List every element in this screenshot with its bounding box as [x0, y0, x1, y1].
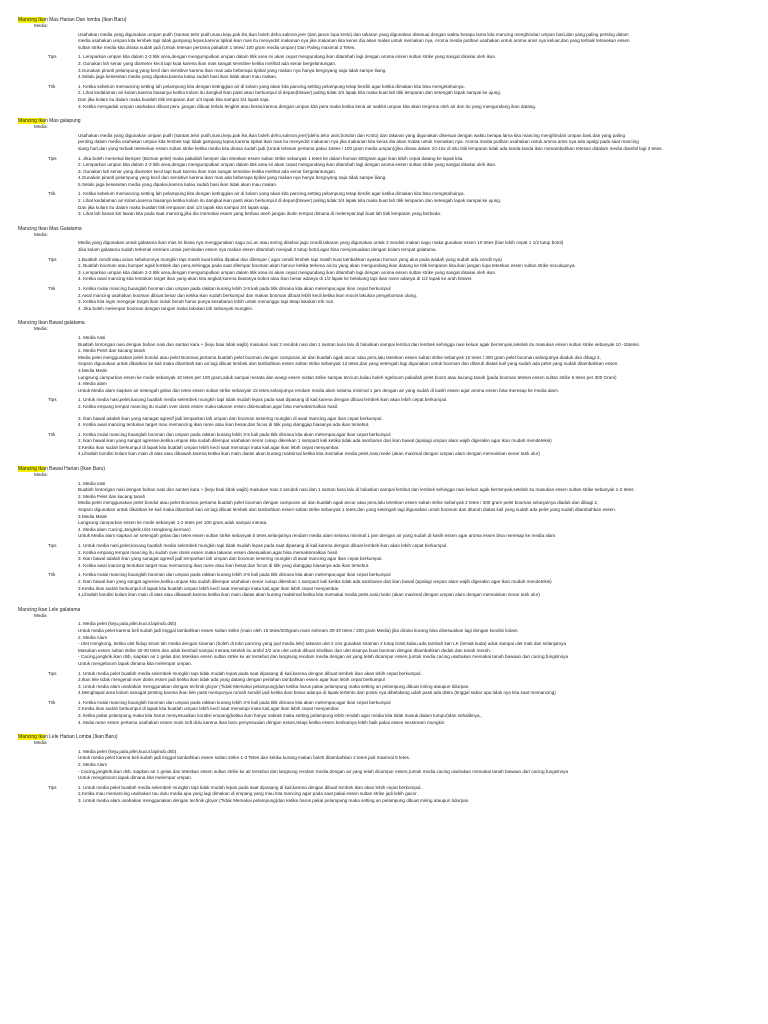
row-body — [78, 32, 754, 52]
text-line: 1. Untuk media pelet buatlah media selembek mungkin tapi tidak mudah lepas pada saat dipasang di kail,karena dengan dibuat lembek ikan akan lebih cepat berkumpul. — [78, 784, 422, 790]
media-label: Media — [34, 612, 47, 618]
text-line: 2.Ketika ikan sudah berkumpul di lapak kita buatlah umpan lebih kecil saat menutupi mata kail,agar ikan lebih cepat menyambar. — [78, 706, 340, 712]
row-trik — [18, 432, 754, 458]
row-label: Trik — [48, 191, 56, 197]
text-line: 3.Ketika ikan sudah berkumpul di lapak kita buatlah umpan lebih kecil saat menutupi mata kail,agar ikan lebih cepat menyambar. — [78, 444, 340, 450]
row-body — [78, 481, 754, 540]
row-tips — [18, 785, 754, 805]
text-line: 2. Lihat kedalaman air kolam,karena biasanya ketika kolam itu dangkal ikan pasti akan berkumpul di depan(blower) paling tidak 3/4 lapak kita maka buat lah titik lemparan dan setengah lapak sampai ke ujung. — [78, 198, 502, 204]
document-section — [18, 320, 754, 458]
text-line: 3. Untuk media alam usahakan menggunakan dengan technik gloyor (Tidak Memakai pelampung)dan ketika harus pakai pelampung maka setting an pelampung dibuat miring ataupun tidurpan. — [78, 798, 470, 803]
text-line: 2.Awal mancing usahakan booman dibuat besar dan ketika ikan sudah berkumpul dan makan booman dibuat lebih kecil,ketika ikan mocel lakukan pengeboman ulang. — [78, 292, 418, 298]
row-tips — [18, 257, 754, 283]
section-title-text: n Bawal Harian (Ikan Baru) — [44, 466, 105, 473]
row-tips — [18, 54, 754, 80]
text-line: 4. Ketika awal mancing tentukan target mau memancing ikan rame atau ikan besar,dan focus di titik yang dianggap biasanya ada ikan tersebut. — [78, 562, 370, 568]
text-line: 2,Ikan lele tidak mengenal over dosis essen jadi ketika ikan tidak ada yang datang dengan perlahan tambahkan essen agar ikan lebih cepat berkumpul — [78, 677, 385, 683]
row-label — [18, 481, 78, 540]
section-title-text: Mancing ikan Lele galatama — [18, 606, 81, 613]
row-body — [78, 785, 754, 805]
row-label: Trik — [48, 83, 56, 89]
text-line: 2,Ketika mau memancing usahakan tau dulu media apa yang lagi dimakan di empang yang mau kita mancing agar pada saat pakai essen sultan strike jadi lebih gacor . — [78, 791, 420, 797]
row-body — [78, 572, 754, 598]
text-line: 1.Buatlah cendil atau acian sebelumnya mungkin tapi masih kuat ketika dipakai dan dilempar ( agar cendil lembek tapi masih kuat tambahkan ayakan boman yang alus pada wadah yang sudah ada cendil nya) — [78, 256, 502, 262]
row-body — [78, 84, 754, 110]
text-line: 1. Lemparkan umpan kita dalam 2-3 titik area,dengan mengumpulkan umpan dalam titik area ini akan cepat mengundang ikan ditambah lagi dengan aroma essen sultan strike yang sangat disukai oleh ikan. — [78, 54, 497, 60]
text-line: - Cacing,jangkrik,ikan dsb, siapkan air 1 gelas dan teteskan essen sultan strike ke air tersebut dan langsung rendam media dengan air yang telah dicampur essen,(untuk media cacing usahakan memakai tanah bawaan dari cacing,fungsinnya — [78, 654, 569, 660]
row-label: Tips — [48, 54, 57, 60]
text-line: - Cacing,jangkrik,ikan dsb, siapkan air 1 gelas dan teteskan essen sultan strike ke air tersebut dan langsung rendam media dengan air yang telah dicampur essen,(untuk media cacing usahakan memakai tanah bawaan dari cacing,fungsinnya — [78, 768, 569, 774]
section-title-highlight: Mancing Ika — [18, 17, 45, 23]
section-title-text: n Lele Harian Lomba (Ikan Baru) — [44, 734, 118, 741]
text-line: 5.Selalu jaga kesesetan media yang dipakai,karena kalau sudah basi ikan tidak akan mau makan. — [78, 181, 278, 187]
row-body — [78, 156, 754, 189]
text-line: 1. Untuk media pelet buatlah media selembek mungkin tapi tidak mudah lepas pada saat dipasang di kail,karena dengan dibuat lembek ikan akan lebih cepat berkumpul. — [78, 670, 422, 676]
text-line: 2. Media Alam — [78, 634, 108, 640]
document-section — [18, 118, 754, 218]
text-line: Untuk media pelet karena beli sudah jadi tinggal tambahkan essen sultan strike 1-3 Tetes dan ketika kurang makan boleh ditambahkan 2 tetes jadi maximal 5 tetes. — [78, 755, 411, 761]
row-body — [78, 700, 754, 726]
text-line: Untuk Media alam siapkan air setengah gelas dan tetes essen sultan strike sebanyak 15 tetes,selanjutnya rendam media alam selama minimal 1 jam dengan air yang sudah di kasih essen agar aroma essen bisa meresap ke media alam. — [78, 387, 560, 393]
row-label — [18, 32, 78, 52]
text-line: 3. Ketika kita ingin mengejar target ikan induk beratt harus punya kesabaran lebih untuk menunggu tapi tetap lakukan trik no2. — [78, 299, 335, 305]
text-line: Langsung campurkan essen ke mede sebanyak 1-2 tetes per 100 gram,aduk sampai merata. — [78, 520, 268, 526]
section-title-highlight: Mancing Ika — [18, 118, 45, 125]
row-body — [78, 54, 754, 80]
section-title-text: n Mas Harian Dan lomba (Ikan Baru) — [44, 17, 127, 23]
row-label — [18, 240, 78, 253]
text-line: Jika kolam galatama sudah terkenal extream untuk pemisalan essen nya makan essen ditambah menjadi 2 tutup botol,agar bisa menyesuaikan dengan kolam tempat galatama. — [78, 247, 437, 253]
media-label: Media: — [34, 472, 48, 478]
row-body — [78, 397, 754, 428]
document-section — [18, 466, 754, 599]
row-label: Tips — [48, 155, 57, 161]
row-label: Tips — [48, 784, 57, 790]
text-line: Untuk media pelet karena beli sudah jadi tinggal tambahkan essen sultan strike (main oleh 15 tetes/200gram,main extream 30-40 tetes / 200 gram Media) jika dirasa kurang bisa disesuaikan lagi dengan kondisi kolam. — [78, 627, 519, 633]
row-description — [18, 240, 754, 253]
media-label: Media: — [34, 231, 48, 237]
media-label: Media — [34, 740, 47, 746]
text-line: Buatlah lontongan nasi dengan bahan nasi dan santan kara + (keju bsai tidak wajib) masukan nasi 2 sendok nasi dan 1 santan kara lalu di haluskan sampai lembut dan lembek sehingga nasi keluar agak berminyak,setelah itu masukan essen sultan strike sebanyak 10 -15tetes. — [78, 341, 640, 347]
section-title-highlight: Mancing Ika — [18, 466, 45, 473]
text-line: penting dalam media usahakan umpan kita lembek tapi tidak gampang lepas,karena tipikal ikan mas itu menyedot makanan nya jika makanan kita keras dia akan malas untuk memakan nya. Aroma media putihan usahakan untuk aroma amis nya ada apalgi pada saat mancing — [78, 139, 639, 145]
media-label: Media: — [34, 124, 48, 130]
text-line: 3. Untuk media alam usahakan menggunakan dengan technik gloyor (Tidak Memakai pelampung)dan ketika harus pakai pelampung maka setting an pelampung dibuat miring ataupun tidurpan. — [78, 683, 470, 689]
text-line: Dan jika kolam itu dalam maka buatlah titik lemparan dari 1/4 lapak kita sampai 3/4 lapak saja. — [78, 96, 270, 102]
text-line: 3. Lihat lah kanan kiri lawan kita pada saat mancing,jika dia memakai essen yang berbau aneh jangan ikutin tempat dimana di melempar,tapi buat lah titik lemparan yang berbeda. — [78, 211, 442, 217]
text-line: 2. Ikan bawal ikan yang sangat agresive,ketika umpan kita sudah dilempar usahakan senar cukup dikenkan 1 sampai3 kali ketika tidak ada sambaran dari ikan bawal (apalagi umpan alam wajib digerakin agar ikan mudah mendeteksi) — [78, 438, 552, 444]
text-line: 1. Media pelet (keju,pala,pilet,kucur,lapindo,dsb) — [78, 748, 177, 754]
row-body — [78, 432, 754, 458]
row-description — [18, 335, 754, 394]
text-line: siang hari,dan yang terbaik tetesekan essen sultan strike ketika media kita dirasa sudah jadi (Untuk tetesan pertama pakai 1tetes / 100 gram media umpan)(jika dirasa dalam 10-15x di situ titik lemparan tidak ada tanda-tanda ikan menambahkan tetesan didalam media diambil lagi 3 tetes. — [78, 145, 663, 151]
row-label: Trik — [48, 699, 56, 705]
section-title-text: n Mas galapung — [44, 118, 81, 125]
row-body — [78, 543, 754, 569]
row-trik — [18, 700, 754, 726]
text-line: 3. Ketika mengaduk umpan usahakan dibuat pera ,jangan dibuat terlalu lengket atau keras,karena dengan umpan kita pera maka ketika kena air sedikit umpan kita akan tergerus oleh air dan itu yang mengundang ikan datang. — [78, 103, 537, 109]
row-label — [18, 749, 78, 782]
text-line: Buatlah lontongan nasi dengan bahan nasi dan santan kara + (keju bsai tidak wajib) masukan nasi 2 sendok nasi dan 1 santan kara lalu di haluskan sampai lembut dan lembek sehingga nasi keluar agak berminyak,setelah itu masukan essen sultan strike sebanyak 1-2 tetes. — [78, 487, 635, 493]
text-line: Media pelet menggunakan pelet bondul atau pelet Booman,pertama buatlah pelet booman dengan campuran air dan buatlah agak ancur atau pera,lalu teteskan essen sultan strike sebanyak 10 tetes / 300 gram pelet booman,selanjutnya diaduk dan dibagi 2, — [78, 354, 601, 360]
text-line: 1. Untuk media nasi,pelet,kacang buatlah media selembek mungkin tapi tidak mudah lepas pada saat dipasang di kail,karena dengan dibuat lembek ikan akan lebih cepat berkumpul. — [78, 543, 448, 548]
row-label: Tips — [48, 256, 57, 262]
row-body — [78, 671, 754, 697]
text-line: 1. Ketika mulai mancing buanglah booman dan umpan pada rakitan kurang lebih 3-5 kali pada titik dimana kita akan melempar,agar ikan cepat berkumpul — [78, 572, 391, 578]
row-trik — [18, 286, 754, 312]
text-line: 2. Media Alam — [78, 762, 108, 768]
text-line: 1. Ketika mulai mancing buanglah booman dan umpan pada rakitan kurang lebih 3-5 kali pada titik dimana kita akan melempar,agar ikan cepat berkumpul — [78, 431, 391, 437]
row-tips — [18, 397, 754, 428]
section-title-highlight: Mancing Ika — [18, 734, 45, 741]
row-body — [78, 257, 754, 283]
text-line: media usahakan umpan kita lembek tapi tidak gampang lepas,karena tipikal ikan mas itu menyedot makanan nya jika makanan kita keras dia akan malas untuk memakan nya. Aroma media putihan usahakan untuk aroma amis nya keluar,dan yang terbaik tetesekan essen — [78, 38, 630, 44]
row-body — [78, 191, 754, 217]
text-line: 2. Ikan bawal ikan yang sangat agresive,ketika umpan kita sudah dilempar usahakan senar cukup dikenkan 1 sampai3 kali ketika tidak ada sambaran dari ikan bawal (apalagi umpan alam wajib digerakin agar ikan mudah mendeteksi) — [78, 578, 552, 584]
text-line: 4. Ketika awal mancing tentukan target mau memancing ikan rame atau ikan besar,dan focus di titik yang dianggap biasanya ada ikan tersebut. — [78, 422, 370, 428]
text-line: 3. Lemparkan umpan kita dalam 2-3 titik area,dengan mengumpulkan umpan dalam titik area ini akan cepat mengundang ikan ditambah lagi dengan aroma essen sultan strike yang sangat disukai oleh ikan. — [78, 269, 497, 275]
text-line: 4. Mulai rame essen pertama usahakan essen main soft dulu karena ikan baru penyesuaian dengan essen,tetapi ketika essen berikutnya lebih baik pakai essen sexstream mungkin — [78, 719, 445, 725]
text-line: 1. Ketika sebelum memancing setting lah pelampung kita dengan ketinggian air di kolam yang akan kita pancing,setting pelampung tetap berdiri agar ketika dimakan kita bisa mengetahuinya. — [78, 191, 465, 197]
row-tips — [18, 543, 754, 569]
text-line: 3.Media Mede — [78, 513, 108, 519]
text-line: 3. ketika pakai pelampung maka kita harus menyesuaikan kondisi empang(ketika ikan hanya nabrak maka setting pelampung lebih rendah agar media kita tidak masuk dalam lumpur)dan sebaliknya,, — [78, 713, 482, 719]
text-line: sultan strike media kita dirasa sudah jadi (Untuk tetesan pertama pakailah 1 tetes/ 100 gram media umpan) Dan Paling maximal 2 Tetes, — [78, 44, 356, 50]
text-line: 2. Media Pelet dan kacang tanah — [78, 348, 146, 354]
row-description — [18, 32, 754, 52]
row-label: Trik — [48, 431, 56, 437]
row-trik — [18, 84, 754, 110]
row-label: Tips — [48, 397, 57, 403]
text-line: 2. Lemparkan umpan kita dalam 2-3 titik area,dengan mengumpulkan umpan dalam titik area ini akan cepat mengundang ikan ditambah lagi dengan aroma essen sultan strike yang sangat disukai oleh ikan. — [78, 162, 497, 168]
text-line: 1. Ketika mulai mancing buanglah booman dan umpan pada rakitan kurang lebih 3-5 kali pada titik dimana kita akan melempar,agar ikan cepat berkumpul — [78, 699, 391, 705]
row-label — [18, 335, 78, 394]
text-line: 4. Jika boleh melempar booman dengan tangan maka lakukan lah sebanyak mungkin. — [78, 305, 254, 311]
row-label: Tips — [48, 670, 57, 676]
document-section — [18, 226, 754, 313]
text-line: 1. Untuk media nasi,pelet,kacang buatlah media selembek mungkin tapi tidak mudah lepas pada saat dipasang di kail,karena dengan dibuat lembek ikan akan lebih cepat berkumpul. — [78, 397, 448, 403]
text-line: 1. Ketika sebelum memancing setting lah pelampung kita dengan ketinggian air di kolam yang akan kita pancing,setting pelampung tetap berdiri agar ketika dimakan kita bisa mengetahuinya. — [78, 83, 465, 89]
text-line: 1. Media nasi — [78, 334, 106, 340]
row-description — [18, 133, 754, 153]
text-line: 1. Media pelet (keju,pala,pilet,kucur,lapindo,dsb) — [78, 621, 177, 627]
text-line: 2. Buatlah booman atau bumper agak lembek dan pera,sehingga pada saat dilempar booman akan hancur ketika terkena air,itu yang akan mengundang ikan datang ke titik lemparan kita.ikan jangan lupa teteskan essen sultan strike secukupnya. — [78, 263, 576, 269]
text-line: 2. Gunakan lah senar yang diameter kecil tapi kuat karena ikan mas sangat sensitive ketika melihat ada senar bergelantungan. — [78, 60, 337, 66]
text-line: 1. Ketika mulai mancing buanglah booman dan umpan pada rakitan kurang lebih 3-5 kali pada titik dimana kita akan melempar,agar ikan cepat berkumpul — [78, 286, 391, 291]
text-line: 4. Media alam Cacing,Jangkrik,Ulet Hongkong,kerman) — [78, 526, 191, 532]
text-line: Separo digunakan untuk dikaitkan ke kail maka ditambah kan air lagi dibuat lembek dan tambahkan essen sultan strike sebanyak 12 tetes,dan yang setengah lagi digunakan untuk booman dan ditaruh diatas kail yang sudah ada pelet yang sudah ditambahkan essen. — [78, 361, 619, 367]
text-line: Dan jika kolam itu dalam maka buatlah titik lemparan dari 1/4 lapak kita sampai 3/4 lapak saja. — [78, 204, 270, 210]
text-line: Media yang digunakan untuk galatama ikan mas ini biasa nya menggunakan sagu aci,an atau sering disebut jagu cendil,takaran yang digunakan untuk 3 sendok makan sagu maka gunakan essen 10 tetes (biar lebih cepat 1 1/2 tutup botol) — [78, 240, 564, 246]
row-label — [18, 133, 78, 153]
text-line: Media pelet menggunakan pelet bondul atau pelet Booman,pertama buatlah pelet booman dengan campuran air dan buatlah agak ancur atau pera,lalu teteskan essen sultan strike sebanyak 2 tetes / 300 gram pelet booman,selanjutnya diaduk dan dibagi 2, — [78, 500, 599, 506]
text-line: 3. Ikan bawal adalah ikan yang sanagat agresif jadi lemparkan lah umpan dan booman sesering mungkin di awal mancing agar ikan cepat berkumpul. — [78, 415, 383, 421]
text-line: 3. Gunakan lah senar yang diameter kecil tapi kuat karena ikan mas sangat sensitive ketika melihat ada senar bergelantungan. — [78, 168, 337, 174]
text-line — [78, 411, 754, 415]
row-description — [18, 621, 754, 667]
media-label: Media: — [34, 326, 48, 332]
section-title-text: Mancing Ikan Mas Galatama — [18, 225, 82, 232]
row-body — [78, 749, 754, 782]
media-label: Media: — [34, 23, 48, 28]
document-section — [18, 17, 754, 110]
text-line: Masukan essen sultan strike 20-30 tetes dan aduk kembali sampai merata,setelah itu ambil 1/2 ons ulet untuk dibuat sindikan dan ulet sisanya buat booman dengan ditambahkan dedak dan tanah merah. — [78, 647, 491, 653]
text-line: 4.Menghapal area kolam sanagat penting karena ikan lele pasti mempunyai rumah sendiri jadi ketika ikan besar adanya di lapak tertentu dan posisi nya dibelakang udah pasti ada disitu (tinggal sabar apa tidak nya kita saat memancing) — [78, 690, 556, 696]
text-line: Untuk mengeboom lapak dimana kita melempar umpan. — [78, 660, 193, 666]
row-body — [78, 133, 754, 153]
row-body — [78, 240, 754, 253]
text-line: 3. Ikan bawal adalah ikan yang sanagat agresif jadi lemparkan lah umpan dan booman sesering mungkin di awal mancing agar ikan cepat berkumpul. — [78, 556, 383, 562]
text-line: Separo digunakan untuk dikaitkan ke kail maka ditambah kan air lagi dibuat lembek dan tambahkan essen sultan strike sebanyak 1 tetes,dan yang setengah lagi digunakan untuk booman dan ditaruh diatas kail yang sudah ada pelet yang sudah ditambahkan essen. — [78, 507, 617, 513]
row-body — [78, 335, 754, 394]
document-section — [18, 734, 754, 804]
text-line: Langsung campurkan essen ke mede sebanyak 10 tetes per 100 gram,aduk sampai merata dan wangi essen sultan strike sampai tercium,kalau boleh ngeboom pakailah pelet boom atau kacang tanah (pada booman tetesin essen sultan strike 5 tetes per 300 Gram) — [78, 374, 617, 380]
section-title-text: Mancing Ikan Bawal galatama — [18, 320, 85, 327]
text-line: 2. Media Pelet dan kacang tanah — [78, 493, 146, 499]
row-tips — [18, 156, 754, 189]
row-label: Tips — [48, 543, 57, 548]
text-line: 4.Selalu jaga kesesetan media yang dipakai,karena kalau sudah basi ikan tidak akan mau makan. — [78, 74, 278, 80]
text-line: 4. Media alam — [78, 381, 107, 387]
document-section — [18, 607, 754, 727]
row-body — [78, 621, 754, 667]
row-trik — [18, 572, 754, 598]
row-body — [78, 286, 754, 312]
row-label — [18, 621, 78, 667]
text-line: 3.Media Mede — [78, 367, 108, 373]
row-tips — [18, 671, 754, 697]
text-line: - Ulet Hongkong, ketika ulet hidup siram lah media dengan siraman (boleh di toko pancing yang jual media lele) takaran ulet 2 ons gunakan siraman 2 tutup botol,kalau ada tambah kan LK (lemak kuda) aduk sampai ulet mati dan selanjutnya — [78, 641, 566, 647]
text-line: 3.Ketika ikan sudah berkumpul di lapak kita buatlah umpan lebih kecil saat menutupi mata kail,agar ikan lebih cepat menyambar. — [78, 585, 340, 591]
text-line: Usahakan media yang digunakan umpan putih (santan,telor putih,susu,keju,pak ikn,ikan boleh deho,salmon,jeer)(deho,telor asin,bondon dan Kroto) dan takaran yang digunakan disesuai dengan waktu berapa lama kita mancing menghindari umpan basi,dan yang paling — [78, 132, 626, 138]
text-line: 4.Gunakan piranti pelampung yang kecil dan sensitive karena ikan mas ada beberapa tipikal yang makan nya hanya bergoyang saja tidak sampe iliang. — [78, 175, 387, 181]
text-line: 3.Gunakan piranti pelampung yang kecil dan sensitive karena ikan mas ada beberapa tipikal yang makan nya hanya bergoyang saja tidak sampe iliang. — [78, 67, 387, 73]
text-line: Usahakan media yang digunakan umpan putih (santan,telor putih,susu,keju,pak ikn,ikan boleh deho,salmon,jeer (dan jarum lupa krsto) dan takaran yang digunakan disesuai dengan waktu berapa lama kita mancing menghindari umpan basi,dan yang paling penting dalam — [78, 31, 629, 37]
text-line: 2. Ketika empang tempat mancing itu sudah over dosis essen maka takaran essen disesuaikan,agar bisa memaksimalkan hasil. — [78, 549, 339, 555]
text-line: Untuk mengeboom lapak dimana kita melempar umpan. — [78, 775, 193, 781]
text-line: Untuk Media alam siapkan air setengah gelas dan tetes essen sultan strike sebanyak 5 tetes,selanjutnya rendam media alam selama minimal 1 jam dengan air yang sudah di kasih essen agar aroma essen bisa meresap ke media alam. — [78, 533, 557, 539]
row-label: Trik — [48, 572, 56, 578]
row-description — [18, 481, 754, 540]
text-line: 2. Ketika empang tempat mancing itu sudah over dosis essen maka takaran essen disesuaikan,agar bisa memaksimalkan hasil. — [78, 403, 339, 409]
text-line: 4,Lihatlah kondisi kolam ikan main di atas atau dibawah,karena ketika ikan main diatas akan kurang maksimal ketika kita memakai media pelet,nasi,mede (akan maximal dengan umpan alam dengan memainkan senar tarik ulur) — [78, 592, 540, 598]
text-line: 2. Lihat kedalaman air kolam,karena biasanya ketika kolam itu dangkal ikan pasti akan berkumpul di depan(blower) paling tidak 3/4 lapak kita maka buat lah titik lemparan dan setengah lapak sampai ke ujung. — [78, 90, 502, 96]
text-line: 4,Lihatlah kondisi kolam ikan main di atas atau dibawah,karena ketika ikan main diatas akan kurang maksimal ketika kita memakai media pelet,nasi,mede (akan maximal dengan umpan alam dengan memainkan senar tarik ulur) — [78, 451, 540, 457]
text-line: 4. Ketika awal mancing kita tentukan target ikan yang akan kita angkat,karena biasanya bobot atau ikan besar adanya di 1/2 lapak ke belakang tapi ikan rame adanya di 1/2 lapak ke arah blower. — [78, 276, 473, 282]
text-line: 1. Jika boleh memekai Bemper (Boman pelet) maka pakailah bemper dan teteskan essen sultan strike sebanyak 1 tetes ke dalam boman 500gram,agar ikan lebih cepat datang ke lapak kita. — [78, 155, 464, 161]
row-label: Trik — [48, 286, 56, 291]
text-line: 1. Media nasi — [78, 480, 106, 486]
row-trik — [18, 191, 754, 217]
row-description — [18, 749, 754, 782]
